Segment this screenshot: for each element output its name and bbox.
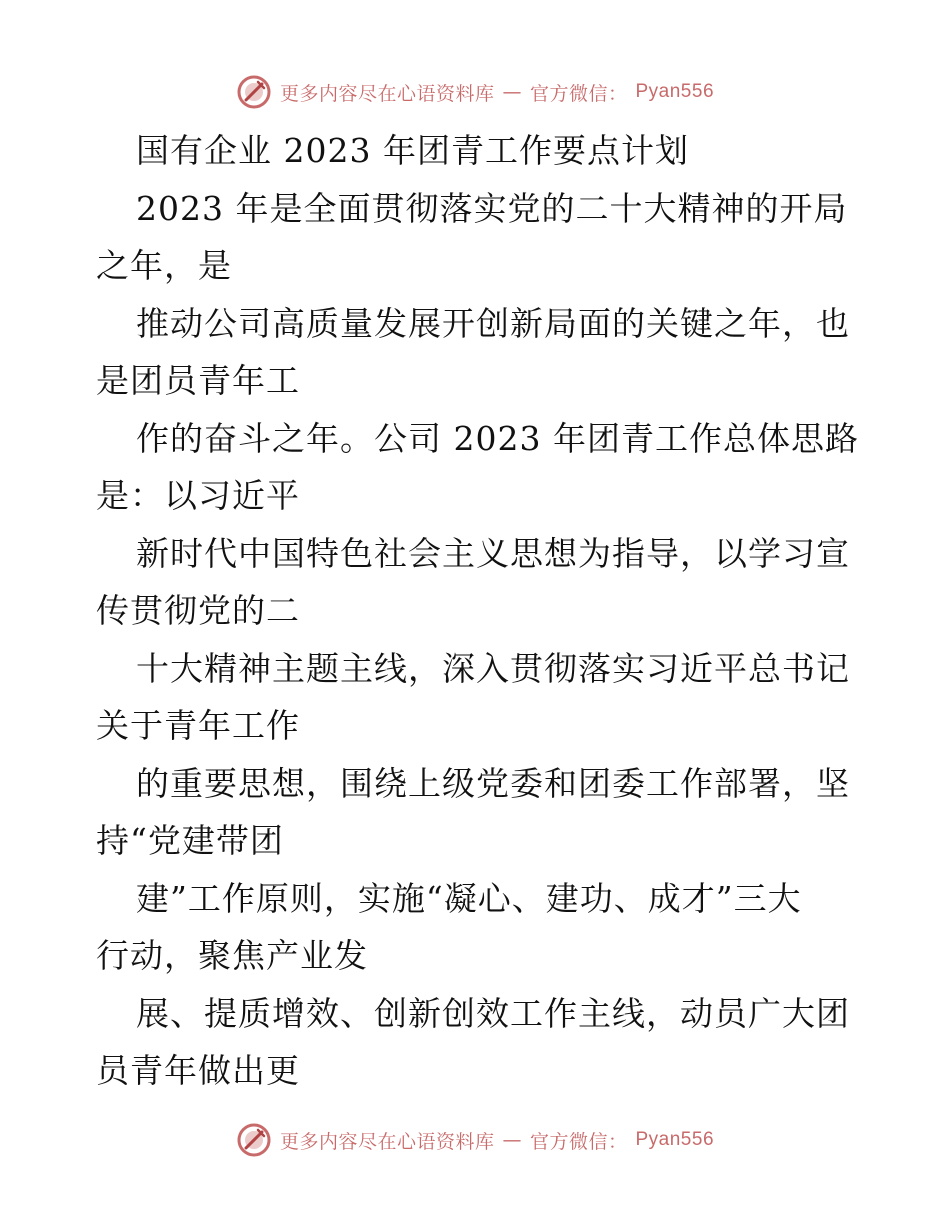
text-line: 行动，聚焦产业发: [96, 936, 368, 975]
text-line: 持“党建带团: [96, 821, 284, 860]
watermark-wechat-id: Pyan556: [635, 1129, 715, 1150]
text-line: 之年，是: [96, 246, 232, 285]
text-line: 的重要思想，围绕上级党委和团委工作部署，坚: [136, 763, 850, 803]
text-line: 建”工作原则，实施“凝心、建功、成才”三大: [136, 878, 802, 918]
text-line: 传贯彻党的二: [96, 591, 300, 630]
text-line: 十大精神主题主线，深入贯彻落实习近平总书记: [136, 648, 850, 688]
text-line: 关于青年工作: [96, 706, 300, 745]
document-title: 国有企业 2023 年团青工作要点计划: [136, 131, 689, 170]
watermark-site-text: 更多内容尽在心语资料库: [279, 1130, 495, 1153]
footer-watermark: [0, 1120, 950, 1160]
seal-logo-icon: [236, 1122, 272, 1158]
watermark-separator: —: [502, 81, 522, 103]
text-line: 是：以习近平: [96, 476, 300, 515]
text-line: 作的奋斗之年。公司 2023 年团青工作总体思路: [136, 418, 859, 458]
document-body: [96, 122, 859, 1100]
text-line: 新时代中国特色社会主义思想为指导，以学习宣: [136, 533, 850, 573]
text-line: 员青年做出更: [96, 1051, 300, 1090]
watermark-separator: —: [502, 1129, 522, 1151]
text-line: 2023 年是全面贯彻落实党的二十大精神的开局: [136, 188, 848, 228]
watermark-label: 官方微信：: [529, 82, 628, 105]
watermark-wechat-id: Pyan556: [635, 81, 715, 102]
header-watermark: [0, 72, 950, 112]
text-line: 推动公司高质量发展开创新局面的关键之年，也: [136, 303, 850, 343]
seal-logo-icon: [236, 74, 272, 110]
watermark-site-text: 更多内容尽在心语资料库: [279, 82, 495, 105]
watermark-label: 官方微信：: [529, 1130, 628, 1153]
text-line: 展、提质增效、创新创效工作主线，动员广大团: [136, 993, 850, 1033]
text-line: 是团员青年工: [96, 361, 300, 400]
